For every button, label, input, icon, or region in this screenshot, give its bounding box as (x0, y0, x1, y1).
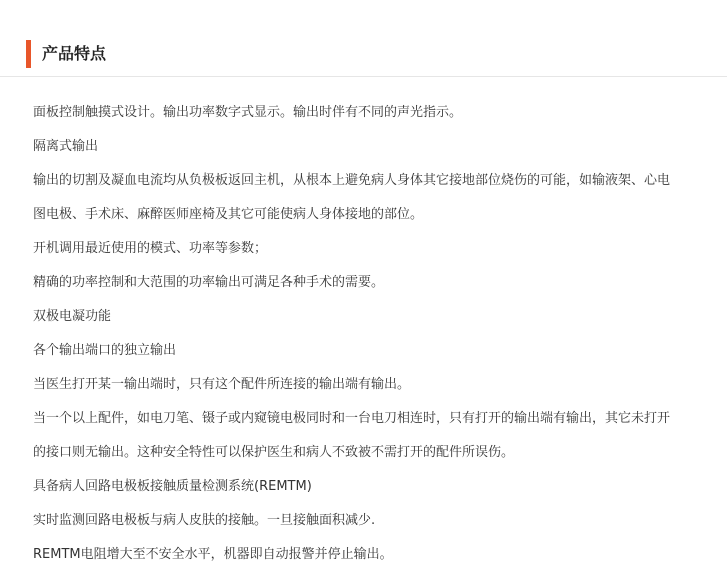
feature-paragraph: 的接口则无输出。这种安全特性可以保护医生和病人不致被不需打开的配件所误伤。 (33, 445, 515, 460)
feature-paragraph: 隔离式输出 (33, 139, 99, 154)
feature-paragraph: 当医生打开某一输出端时，只有这个配件所连接的输出端有输出。 (33, 377, 411, 392)
feature-paragraph: 开机调用最近使用的模式、功率等参数； (33, 241, 268, 256)
feature-paragraph: 图电极、手术床、麻醉医师座椅及其它可能使病人身体接地的部位。 (33, 207, 424, 222)
section-header (0, 36, 727, 77)
feature-paragraph: 精确的功率控制和大范围的功率输出可满足各种手术的需要。 (33, 275, 385, 290)
feature-paragraph: 输出的切割及凝血电流均从负极板返回主机，从根本上避免病人身体其它接地部位烧伤的可能，如输液架、心电 (33, 173, 671, 188)
feature-paragraph: 面板控制触摸式设计。输出功率数字式显示。输出时伴有不同的声光指示。 (33, 105, 463, 120)
feature-list (33, 96, 723, 572)
feature-paragraph: 实时监测回路电极板与病人皮肤的接触。一旦接触面积减少. (33, 513, 376, 528)
accent-bar (26, 40, 31, 68)
feature-paragraph: 具备病人回路电极板接触质量检测系统(REMTM) (33, 479, 312, 494)
feature-paragraph: 双极电凝功能 (33, 309, 112, 324)
feature-paragraph: 各个输出端口的独立输出 (33, 343, 177, 358)
section-title: 产品特点 (42, 44, 107, 63)
feature-paragraph: 当一个以上配件，如电刀笔、镊子或内窥镜电极同时和一台电刀相连时，只有打开的输出端有输出，其它未打开 (33, 411, 671, 426)
feature-paragraph: REMTM电阻增大至不安全水平，机器即自动报警并停止输出。 (33, 547, 393, 562)
